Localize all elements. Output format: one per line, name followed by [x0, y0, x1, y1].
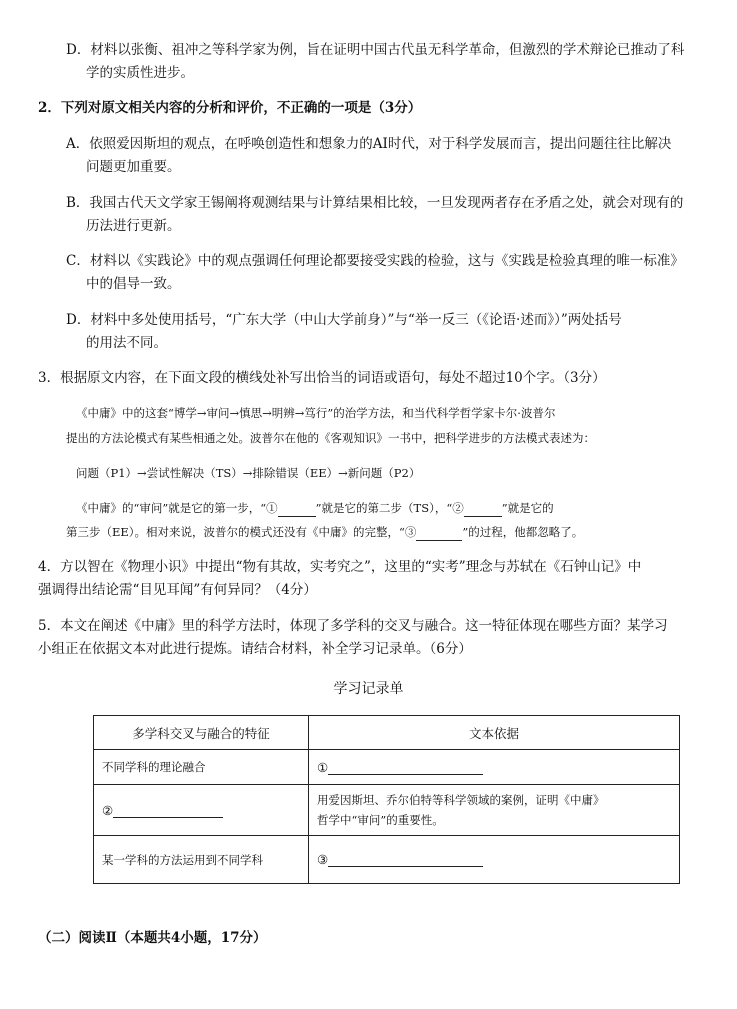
- question-3-passage-line3-part1: 《中庸》的“审问”就是它的第一步，“①: [76, 501, 278, 515]
- question-3-passage-line3: [76, 499, 554, 517]
- row3-feature: 某一学科的方法运用到不同学科: [94, 836, 309, 884]
- answer-blank-record-1[interactable]: [328, 760, 483, 775]
- option-d-prev-line1: D．材料以张衡、祖冲之等科学家为例，旨在证明中国古代虽无科学革命，但激烈的学术辩论已推动了科: [66, 42, 685, 58]
- question-2-option-d-line1: D．材料中多处使用括号，“广东大学（中山大学前身）”与“举一反三（《论语·述而》）”两处括号: [66, 312, 622, 328]
- row1-feature: 不同学科的理论融合: [94, 750, 309, 785]
- question-3-passage-line4-part2: ”的过程，他都忽略了。: [462, 525, 584, 539]
- question-2-option-d-line2: 的用法不同。: [86, 335, 167, 351]
- question-5-line1: 5．本文在阐述《中庸》里的科学方法时，体现了多学科的交叉与融合。这一特征体现在哪些方面？某学习: [38, 618, 668, 634]
- question-2-option-c-line2: 中的倡导一致。: [86, 276, 181, 292]
- section-heading-reading-2: （二）阅读Ⅱ（本题共4小题，17分）: [38, 930, 267, 946]
- record-sheet-title: 学习记录单: [333, 681, 404, 697]
- question-5-line2: 小组正在依据文本对此进行提炼。请结合材料，补全学习记录单。（6分）: [38, 641, 472, 657]
- row1-marker: ①: [317, 759, 329, 775]
- record-sheet-table: [93, 715, 680, 884]
- question-2-option-c-line1: C．材料以《实践论》中的观点强调任何理论都要接受实践的检验，这与《实践是检验真理的唯一标准》: [66, 253, 684, 269]
- question-2-option-b-line2: 历法进行更新。: [86, 218, 181, 234]
- answer-blank-2[interactable]: [464, 502, 502, 517]
- row3-marker: ③: [317, 852, 329, 867]
- option-d-prev-line2: 学的实质性进步。: [86, 65, 194, 81]
- row3-evidence: [309, 836, 680, 884]
- question-2-option-a-line1: A．依照爱因斯坦的观点，在呼唤创造性和想象力的AI时代，对于科学发展而言，提出问题往往比解决: [66, 136, 672, 152]
- question-3-passage-line3-part3: ”就是它的: [501, 501, 554, 515]
- table-row: [94, 785, 680, 836]
- question-4-line2: 强调得出结论需“目见耳闻”有何异同？（4分）: [38, 582, 317, 598]
- question-3-passage-line3-part2: ”就是它的第二步（TS），“②: [315, 501, 464, 515]
- question-3-formula: 问题（P1）→尝试性解决（TS）→排除错误（EE）→新问题（P2）: [76, 466, 421, 480]
- answer-blank-1[interactable]: [278, 502, 316, 517]
- row1-evidence: [309, 750, 680, 785]
- question-3-passage-line2: 提出的方法论模式有某些相通之处。波普尔在他的《客观知识》一书中，把科学进步的方法模式表述为：: [66, 431, 595, 445]
- row2-evidence-line1: 用爱因斯坦、乔尔伯特等科学领域的案例，证明《中庸》: [317, 793, 605, 807]
- table-header-evidence: 文本依据: [309, 716, 680, 750]
- question-4-line1: 4．方以智在《物理小识》中提出“物有其故，实考究之”，这里的“实考”理念与苏轼在《石钟山记》中: [38, 559, 642, 575]
- table-header-feature: 多学科交叉与融合的特征: [94, 716, 309, 750]
- question-3-stem: 3．根据原文内容，在下面文段的横线处补写出恰当的词语或语句，每处不超过10个字。（3分）: [38, 370, 606, 386]
- row2-marker: ②: [102, 802, 114, 818]
- table-header-row: [94, 716, 680, 750]
- question-3-passage-line4-part1: 第三步（EE）。相对来说，波普尔的模式还没有《中庸》的完整，“③: [66, 525, 417, 539]
- row2-evidence: [309, 785, 680, 836]
- question-3-passage-line4: [66, 523, 583, 541]
- question-2-stem: 2．下列对原文相关内容的分析和评价，不正确的一项是（3分）: [38, 100, 422, 116]
- question-3-passage-line1: 《中庸》中的这套“博学→审问→慎思→明辨→笃行”的治学方法，和当代科学哲学家卡尔·波普尔: [76, 406, 556, 420]
- question-2-option-b-line1: B．我国古代天文学家王锡阐将观测结果与计算结果相比较，一旦发现两者存在矛盾之处，就会对现有的: [66, 195, 684, 211]
- answer-blank-3[interactable]: [416, 526, 462, 541]
- answer-blank-record-2[interactable]: [113, 803, 223, 818]
- row2-feature: [94, 785, 309, 836]
- table-row: [94, 750, 680, 785]
- question-2-option-a-line2: 问题更加重要。: [86, 159, 181, 175]
- answer-blank-record-3[interactable]: [328, 852, 483, 867]
- row2-evidence-line2: 哲学中“审问”的重要性。: [317, 813, 444, 827]
- table-row: [94, 836, 680, 884]
